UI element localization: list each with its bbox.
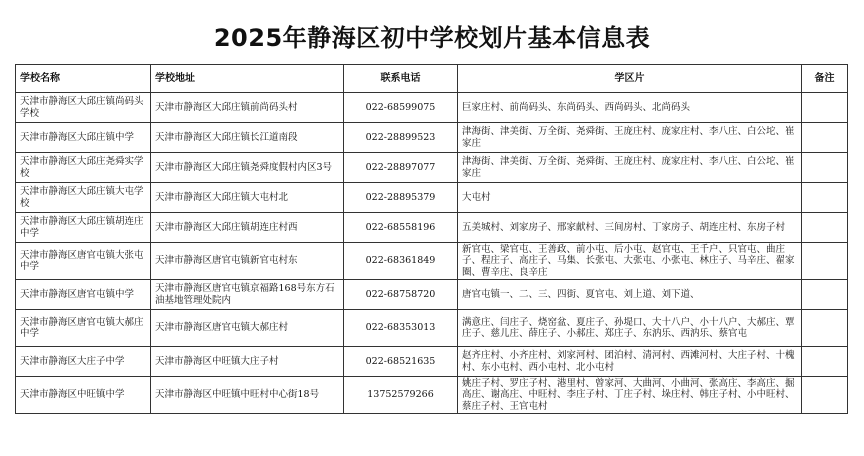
cell-note (802, 153, 848, 183)
cell-school-address: 天津市静海区唐官屯镇京福路168号东方石油基地管理处院内 (151, 280, 344, 310)
cell-phone: 022-68558196 (344, 213, 458, 243)
cell-school-name: 天津市静海区大邱庄镇中学 (16, 123, 151, 153)
table-row (16, 153, 848, 183)
cell-school-name: 天津市静海区大庄子中学 (16, 347, 151, 377)
cell-district: 赵齐庄村、小齐庄村、刘家河村、团泊村、清河村、西滩河村、大庄子村、十槐村、东小屯村、西小屯村、北小屯村 (458, 347, 802, 377)
cell-note (802, 377, 848, 414)
cell-note (802, 93, 848, 123)
table-row (16, 310, 848, 347)
cell-school-address: 天津市静海区大邱庄镇前尚码头村 (151, 93, 344, 123)
cell-school-name: 天津市静海区大邱庄镇尚码头学校 (16, 93, 151, 123)
cell-school-name: 天津市静海区唐官屯镇大张屯中学 (16, 243, 151, 280)
school-info-table (15, 64, 848, 414)
cell-phone: 022-28897077 (344, 153, 458, 183)
cell-district: 唐官屯镇一、二、三、四街、夏官屯、刘上道、刘下道、 (458, 280, 802, 310)
table-row (16, 183, 848, 213)
cell-school-address: 天津市静海区中旺镇中旺村中心街18号 (151, 377, 344, 414)
cell-district: 津海街、津美街、万全街、尧舜街、王庞庄村、庞家庄村、李八庄、白公坨、崔家庄 (458, 153, 802, 183)
cell-district: 津海街、津美街、万全街、尧舜街、王庞庄村、庞家庄村、李八庄、白公坨、崔家庄 (458, 123, 802, 153)
cell-note (802, 213, 848, 243)
page-title: 2025年静海区初中学校划片基本信息表 (213, 24, 651, 52)
cell-school-address: 天津市静海区唐官屯镇大郝庄村 (151, 310, 344, 347)
header-school-address: 学校地址 (151, 65, 344, 93)
cell-school-name: 天津市静海区大邱庄镇胡连庄中学 (16, 213, 151, 243)
cell-school-address: 天津市静海区大邱庄镇长江道南段 (151, 123, 344, 153)
cell-phone: 022-68361849 (344, 243, 458, 280)
cell-phone: 022-68521635 (344, 347, 458, 377)
cell-district: 大屯村 (458, 183, 802, 213)
table-row (16, 377, 848, 414)
cell-phone: 022-68353013 (344, 310, 458, 347)
cell-district: 满意庄、闫庄子、烧窑盆、夏庄子、孙堤口、大十八户、小十八户、大郝庄、覃庄子、慈儿庄、薛庄子、小郝庄、郑庄子、东汭乐、西汭乐、蔡官屯 (458, 310, 802, 347)
cell-note (802, 123, 848, 153)
cell-district: 新官屯、梁官屯、王善政、前小屯、后小屯、赵官屯、王千户、只官屯、曲庄子、程庄子、高庄子、马集、长张屯、大张屯、小张屯、林庄子、马辛庄、翟家圈、曹辛庄、良辛庄 (458, 243, 802, 280)
table-row (16, 123, 848, 153)
cell-school-name: 天津市静海区唐官屯镇大郝庄中学 (16, 310, 151, 347)
cell-phone: 13752579266 (344, 377, 458, 414)
cell-school-name: 天津市静海区大邱庄尧舜实学校 (16, 153, 151, 183)
header-phone: 联系电话 (344, 65, 458, 93)
cell-note (802, 243, 848, 280)
cell-note (802, 280, 848, 310)
cell-note (802, 347, 848, 377)
cell-phone: 022-68599075 (344, 93, 458, 123)
cell-phone: 022-28899523 (344, 123, 458, 153)
cell-school-address: 天津市静海区大邱庄镇胡连庄村西 (151, 213, 344, 243)
cell-school-name: 天津市静海区大邱庄镇大屯学校 (16, 183, 151, 213)
cell-school-address: 天津市静海区大邱庄镇尧舜度假村内区3号 (151, 153, 344, 183)
table-header-row (16, 65, 848, 93)
cell-note (802, 310, 848, 347)
header-note: 备注 (802, 65, 848, 93)
header-school-name: 学校名称 (16, 65, 151, 93)
header-district: 学区片 (458, 65, 802, 93)
cell-school-name: 天津市静海区中旺镇中学 (16, 377, 151, 414)
cell-phone: 022-68758720 (344, 280, 458, 310)
table-row (16, 347, 848, 377)
cell-note (802, 183, 848, 213)
table-row (16, 280, 848, 310)
cell-school-address: 天津市静海区中旺镇大庄子村 (151, 347, 344, 377)
cell-school-address: 天津市静海区大邱庄镇大屯村北 (151, 183, 344, 213)
cell-school-address: 天津市静海区唐官屯镇新官屯村东 (151, 243, 344, 280)
cell-district: 巨家庄村、前尚码头、东尚码头、西尚码头、北尚码头 (458, 93, 802, 123)
cell-school-name: 天津市静海区唐官屯镇中学 (16, 280, 151, 310)
cell-district: 五美城村、刘家房子、邢家献村、三间房村、丁家房子、胡连庄村、东房子村 (458, 213, 802, 243)
table-row (16, 213, 848, 243)
table-row (16, 243, 848, 280)
cell-district: 姚庄子村、罗庄子村、港里村、曾家河、大曲河、小曲河、张高庄、李高庄、掘高庄、谢高庄、中旺村、李庄子村、丁庄子村、垛庄村、韩庄子村、小中旺村、蔡庄子村、王官屯村 (458, 377, 802, 414)
cell-phone: 022-28895379 (344, 183, 458, 213)
table-row (16, 93, 848, 123)
